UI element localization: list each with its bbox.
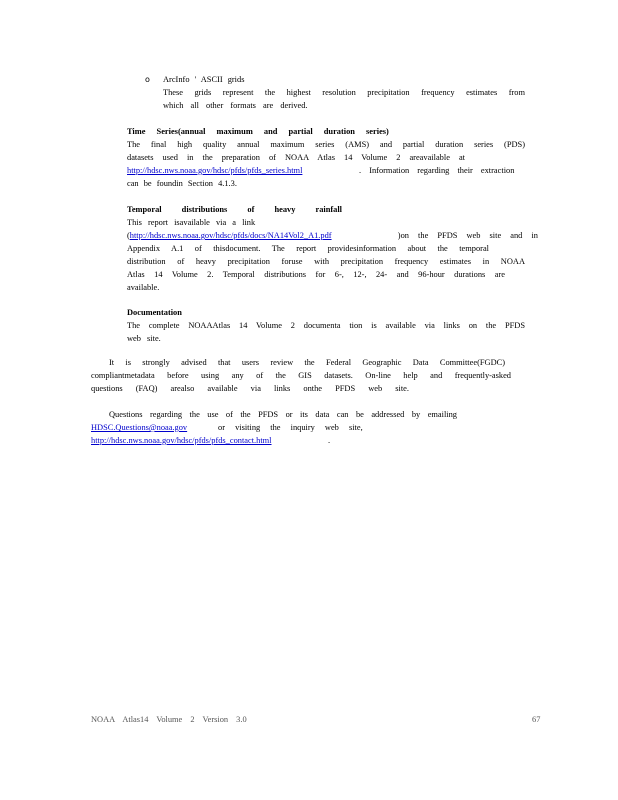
temporal-text-line6: available. — [127, 283, 160, 292]
fgdc-paragraph-line1: It is strongly advised that users review the Federal Geographic Data Committee(FGDC) — [109, 358, 505, 367]
documentation-text-line1: The complete NOAAAtlas 14 Volume 2 documenta tion is available via links on the PFDS — [127, 321, 525, 330]
questions-paragraph-line1: Questions regarding the use of the PFDS or its data can be addressed by emailing — [109, 410, 457, 419]
documentation-heading: Documentation — [127, 308, 182, 317]
page-number: 67 — [532, 715, 541, 724]
ascii-grids-text-line2: which all other formats are derived. — [163, 101, 308, 110]
temporal-heading: Temporal distributions of heavy rainfall — [127, 205, 343, 214]
temporal-report-link[interactable]: http://hdsc.nws.noaa.gov/hdsc/pfds/docs/NA14Vol2_A1.pdf — [129, 231, 332, 240]
temporal-text-line1: This report isavailable via a link — [127, 218, 256, 227]
temporal-text-line3: Appendix A.1 of thisdocument. The report providesinformation about the temporal — [127, 244, 489, 253]
questions-paragraph-line3: http://hdsc.nws.noaa.gov/hdsc/pfds/pfds_contact.html . — [91, 436, 331, 445]
time-series-text-line1: The final high quality annual maximum series (AMS) and partial duration series (PDS) — [127, 140, 525, 149]
pfds-contact-link[interactable]: http://hdsc.nws.noaa.gov/hdsc/pfds/pfds_contact.html — [91, 436, 272, 445]
hdsc-email-link[interactable]: HDSC.Questions@noaa.gov — [91, 423, 188, 432]
pfds-series-link[interactable]: http://hdsc.nws.noaa.gov/hdsc/pfds/pfds_series.html — [127, 166, 303, 175]
fgdc-paragraph-line3: questions (FAQ) arealso available via links onthe PFDS web site. — [91, 384, 409, 393]
temporal-text-line2: (http://hdsc.nws.noaa.gov/hdsc/pfds/docs/NA14Vol2_A1.pdf )on the PFDS web site and in — [127, 231, 538, 240]
time-series-text-line3: http://hdsc.nws.noaa.gov/hdsc/pfds/pfds_series.html . Information regarding their extraction — [127, 166, 515, 175]
questions-paragraph-line2: HDSC.Questions@noaa.gov or visiting the inquiry web site, — [91, 423, 363, 432]
time-series-text-line4: can be foundin Section 4.1.3. — [127, 179, 237, 188]
fgdc-paragraph-line2: compliantmetadata before using any of the GIS datasets. On-line help and frequently-asked — [91, 371, 511, 380]
footer-title: NOAA Atlas14 Volume 2 Version 3.0 — [91, 715, 247, 724]
documentation-text-line2: web site. — [127, 334, 161, 343]
time-series-heading: Time Series(annual maximum and partial duration series) — [127, 127, 389, 136]
time-series-text-line2: datasets used in the preparation of NOAA Atlas 14 Volume 2 areavailable at — [127, 153, 465, 162]
temporal-text-line5: Atlas 14 Volume 2. Temporal distributions for 6-, 12-, 24- and 96-hour durations are — [127, 270, 505, 279]
temporal-text-line4: distribution of heavy precipitation foruse with precipitation frequency estimates in NOAA — [127, 257, 525, 266]
circle-bullet-icon: o — [145, 75, 150, 84]
ascii-grids-heading: ArcInfo ' ASCII grids — [163, 75, 245, 84]
ascii-grids-text-line1: These grids represent the highest resolution precipitation frequency estimates from — [163, 88, 525, 97]
